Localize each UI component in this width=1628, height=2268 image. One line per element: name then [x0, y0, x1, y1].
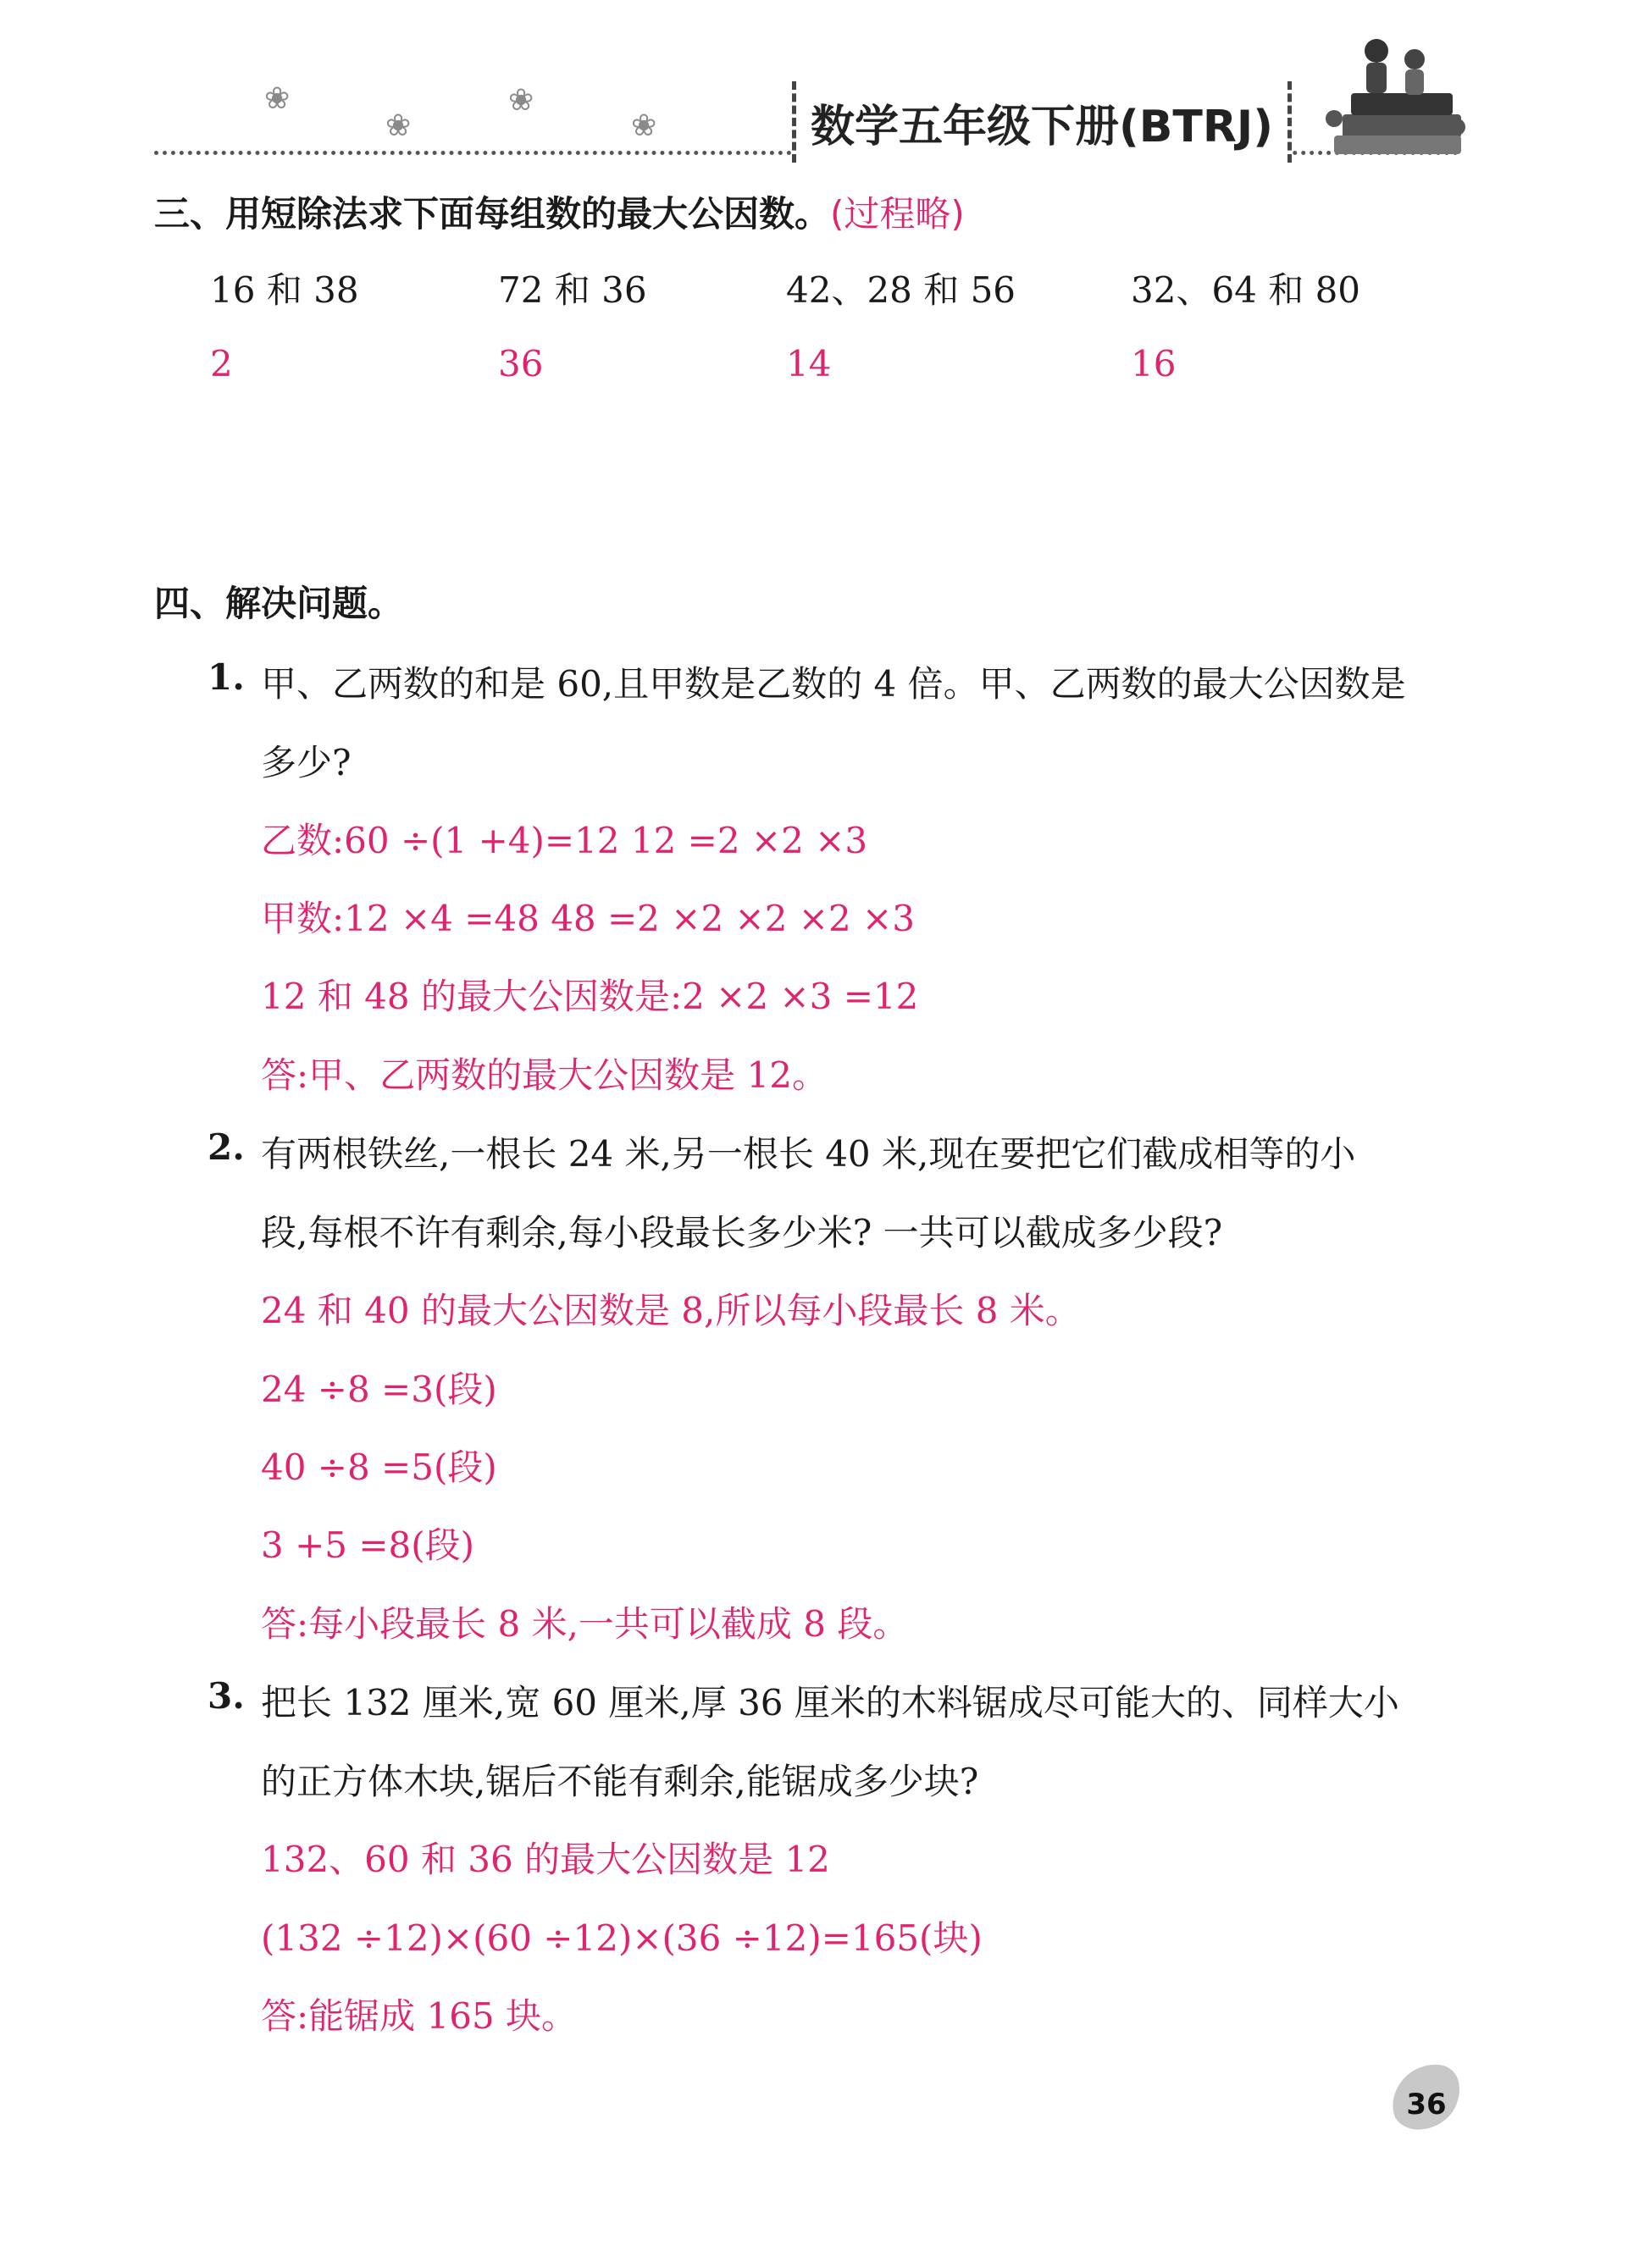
flower-icon: ❀ — [631, 108, 657, 143]
flower-icon: ❀ — [264, 81, 291, 116]
problem-answer: 36 — [498, 343, 544, 384]
book-title: 数学五年级下册(BTRJ) — [792, 81, 1292, 163]
answer-line: 40 ÷8 =5(段) — [261, 1447, 497, 1488]
answer-line: 甲数:12 ×4 =48 48 =2 ×2 ×2 ×2 ×3 — [261, 898, 915, 939]
problem-text-line: 有两根铁丝,一根长 24 米,另一根长 40 米,现在要把它们截成相等的小 — [261, 1133, 1356, 1175]
answer-line: 答:甲、乙两数的最大公因数是 12。 — [261, 1054, 828, 1096]
section-3-heading-text: 三、用短除法求下面每组数的最大公因数。 — [154, 193, 831, 235]
children-on-books-icon — [1317, 25, 1470, 161]
page-number: 36 — [1406, 2088, 1447, 2121]
problem-number: 3. — [208, 1675, 245, 1717]
problem-question: 42、28 和 56 — [786, 269, 1016, 311]
section-3-heading — [154, 186, 965, 237]
section-4-heading: 四、解决问题。 — [154, 583, 404, 624]
problem-number: 2. — [208, 1126, 245, 1168]
flower-icon: ❀ — [385, 108, 412, 143]
problem-question: 32、64 和 80 — [1131, 269, 1361, 311]
problem-text-line: 的正方体木块,锯后不能有剩余,能锯成多少块? — [261, 1761, 979, 1802]
problem-question: 16 和 38 — [210, 269, 359, 311]
problem-text-line: 把长 132 厘米,宽 60 厘米,厚 36 厘米的木料锯成尽可能大的、同样大小 — [261, 1682, 1399, 1723]
problem-answer: 2 — [210, 343, 233, 384]
answer-line: 3 +5 =8(段) — [261, 1524, 475, 1566]
answer-line: (132 ÷12)×(60 ÷12)×(36 ÷12)=165(块) — [261, 1917, 983, 1959]
answer-line: 答:能锯成 165 块。 — [261, 1995, 578, 2037]
answer-line: 答:每小段最长 8 米,一共可以截成 8 段。 — [261, 1603, 909, 1645]
answer-line: 12 和 48 的最大公因数是:2 ×2 ×3 =12 — [261, 976, 919, 1017]
problem-question: 72 和 36 — [498, 269, 647, 311]
page-header — [0, 0, 1628, 169]
problem-number: 1. — [208, 656, 245, 698]
answer-line: 24 和 40 的最大公因数是 8,所以每小段最长 8 米。 — [261, 1290, 1081, 1331]
page-number-shape — [1382, 2058, 1467, 2143]
problem-answer: 16 — [1131, 343, 1177, 384]
problem-text-line: 甲、乙两数的和是 60,且甲数是乙数的 4 倍。甲、乙两数的最大公因数是 — [261, 663, 1406, 705]
problem-answer: 14 — [786, 343, 832, 384]
answer-line: 乙数:60 ÷(1 +4)=12 12 =2 ×2 ×3 — [261, 820, 868, 861]
flower-icon: ❀ — [508, 83, 534, 118]
answer-line: 132、60 和 36 的最大公因数是 12 — [261, 1839, 830, 1880]
answer-line: 24 ÷8 =3(段) — [261, 1369, 497, 1410]
page-number-badge — [1382, 2058, 1467, 2143]
problem-text-line: 多少? — [261, 742, 352, 783]
section-3-note: (过程略) — [830, 193, 965, 235]
problem-text-line: 段,每根不许有剩余,每小段最长多少米? 一共可以截成多少段? — [261, 1212, 1223, 1253]
